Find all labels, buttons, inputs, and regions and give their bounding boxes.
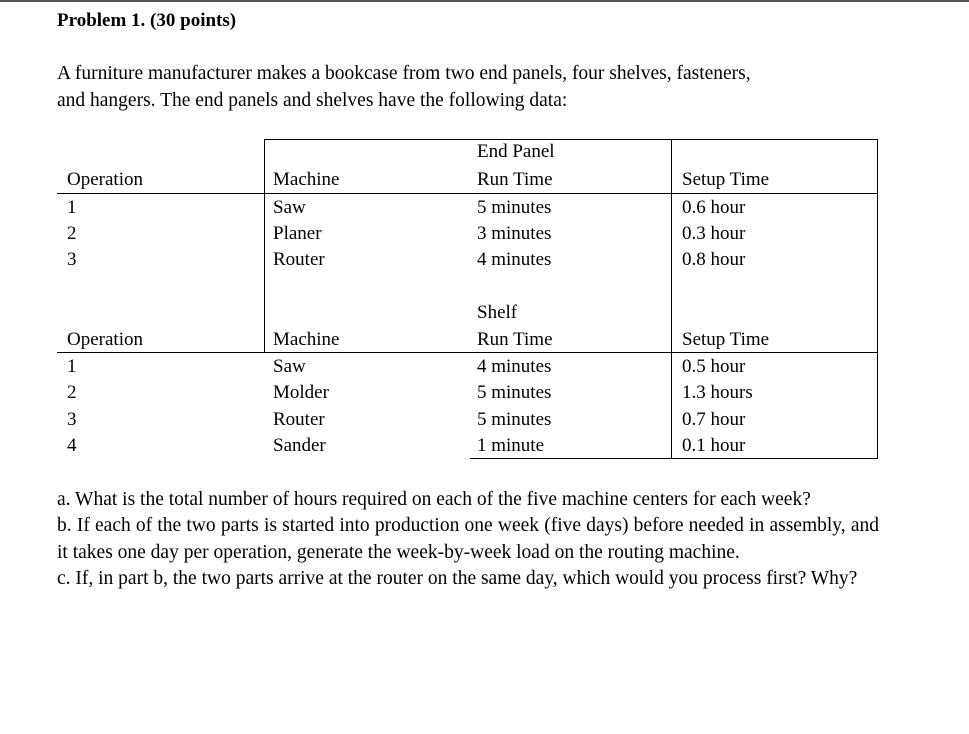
intro-line: A furniture manufacturer makes a bookcase from two end panels, four shelves, fasteners, [57, 63, 751, 84]
question-b: b. If each of the two parts is started into production one week (five days) before needed in assembly, and it takes one day per operation, generate the week-by-week load on the routing machine. [57, 515, 879, 563]
table-rule-bottom [470, 458, 878, 459]
shelf-row-2-setup-time: 1.3 hours [682, 382, 753, 403]
shelf-row-3-setup-time: 0.7 hour [682, 409, 746, 430]
shelf-row-4-run-time: 1 minute [477, 435, 545, 456]
table-rule-top [264, 139, 878, 140]
shelf-row-1-operation: 1 [67, 356, 77, 377]
end-panel-row-2-operation: 2 [67, 223, 77, 244]
end-panel-row-2-machine: Planer [273, 223, 322, 244]
end-panel-row-2-setup-time: 0.3 hour [682, 223, 746, 244]
questions-list [57, 487, 879, 592]
table-rule-col-setup [671, 139, 672, 459]
shelf-row-4-setup-time: 0.1 hour [682, 435, 746, 456]
end-panel-header-setup-time: Setup Time [682, 169, 770, 190]
shelf-row-3-machine: Router [273, 409, 325, 430]
end-panel-header-run-time: Run Time [477, 169, 553, 190]
end-panel-row-1-operation: 1 [67, 197, 77, 218]
shelf-row-4-operation: 4 [67, 435, 77, 456]
end-panel-header-operation: Operation [67, 169, 143, 190]
end-panel-row-3-machine: Router [273, 249, 325, 270]
shelf-row-2-machine: Molder [273, 382, 329, 403]
end-panel-row-3-run-time: 4 minutes [477, 249, 552, 270]
shelf-row-1-run-time: 4 minutes [477, 356, 552, 377]
shelf-header-operation: Operation [67, 329, 143, 350]
shelf-header-machine: Machine [273, 329, 340, 350]
shelf-row-3-run-time: 5 minutes [477, 409, 552, 430]
end-panel-row-2-run-time: 3 minutes [477, 223, 552, 244]
shelf-row-3-operation: 3 [67, 409, 77, 430]
intro-line: and hangers. The end panels and shelves have the following data: [57, 90, 568, 111]
shelf-caption: Shelf [477, 302, 518, 323]
shelf-row-1-machine: Saw [273, 356, 306, 377]
end-panel-caption: End Panel [477, 141, 555, 162]
question-a: a. What is the total number of hours required on each of the five machine centers for each week? [57, 489, 811, 510]
shelf-row-1-setup-time: 0.5 hour [682, 356, 746, 377]
shelf-header-setup-time: Setup Time [682, 329, 770, 350]
end-panel-row-3-operation: 3 [67, 249, 77, 270]
end-panel-row-3-setup-time: 0.8 hour [682, 249, 746, 270]
end-panel-row-1-run-time: 5 minutes [477, 197, 552, 218]
shelf-row-2-operation: 2 [67, 382, 77, 403]
shelf-row-4-machine: Sander [273, 435, 326, 456]
question-c: c. If, in part b, the two parts arrive at the router on the same day, which would you process first? Why? [57, 567, 858, 589]
end-panel-header-machine: Machine [273, 169, 340, 190]
table-rule-col-machine [264, 139, 265, 352]
end-panel-row-1-machine: Saw [273, 197, 306, 218]
end-panel-row-1-setup-time: 0.6 hour [682, 197, 746, 218]
table-rule-right [877, 139, 878, 459]
table-rule-shelf-header [57, 352, 878, 353]
table-rule-end-panel-header [57, 193, 878, 194]
shelf-row-2-run-time: 5 minutes [477, 382, 552, 403]
shelf-header-run-time: Run Time [477, 329, 553, 350]
problem-title: Problem 1. (30 points) [57, 10, 237, 31]
